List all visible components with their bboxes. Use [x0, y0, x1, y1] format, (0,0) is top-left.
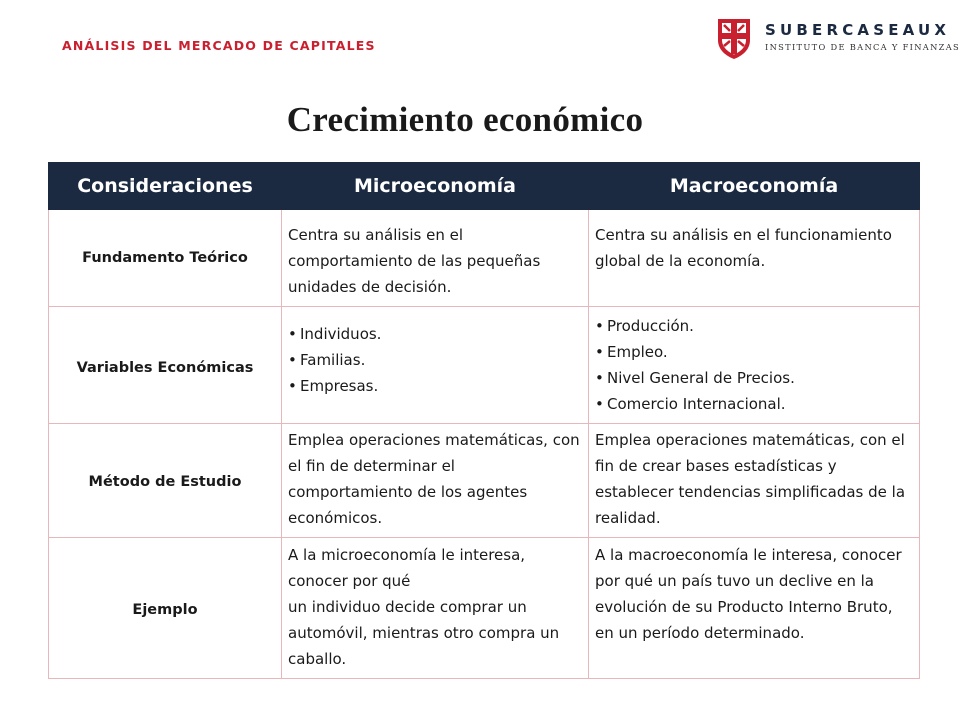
micro-cell [282, 307, 589, 424]
micro-example-line2: un individuo decide comprar un automóvil, mientras otro compra un caballo. [288, 598, 560, 668]
table-row [49, 307, 920, 424]
logo-subtitle: INSTITUTO DE BANCA Y FINANZAS [765, 42, 960, 52]
micro-example-line1: A la microeconomía le interesa, conocer por qué [288, 546, 526, 590]
macro-cell: Centra su análisis en el funcionamiento global de la economía. [589, 210, 920, 307]
macro-cell: Emplea operaciones matemáticas, con el fin de crear bases estadísticas y establecer tendencias simplificadas de la realidad. [589, 424, 920, 538]
row-label: Fundamento Teórico [49, 210, 282, 307]
row-label: Variables Económicas [49, 307, 282, 424]
shield-cross-icon [715, 16, 753, 60]
list-item: • Producción. [595, 313, 913, 339]
list-item: • Empleo. [595, 339, 913, 365]
header-consideraciones: Consideraciones [49, 163, 282, 210]
header-microeconomia: Microeconomía [282, 163, 589, 210]
table-row [49, 210, 920, 307]
table-row [49, 424, 920, 538]
table-header-row [49, 163, 920, 210]
row-label: Método de Estudio [49, 424, 282, 538]
page-title: Crecimiento económico [286, 100, 644, 139]
header-macroeconomia: Macroeconomía [589, 163, 920, 210]
micro-variables-list [288, 321, 582, 399]
logo-brand: SUBERCASEAUX [765, 21, 951, 39]
subercaseaux-logo [715, 16, 960, 62]
row-label: Ejemplo [49, 538, 282, 679]
macro-cell [589, 307, 920, 424]
section-label: ANÁLISIS DEL MERCADO DE CAPITALES [62, 38, 376, 53]
macro-cell: A la macroeconomía le interesa, conocer por qué un país tuvo un declive en la evolución de su Producto Interno Bruto, en un período determinado. [589, 538, 920, 679]
comparison-table [48, 162, 920, 679]
table-row [49, 538, 920, 679]
micro-cell: Emplea operaciones matemáticas, con el fin de determinar el comportamiento de los agentes económicos. [282, 424, 589, 538]
micro-cell [282, 538, 589, 679]
list-item: • Familias. [288, 347, 582, 373]
list-item: • Individuos. [288, 321, 582, 347]
list-item: • Comercio Internacional. [595, 391, 913, 417]
macro-variables-list [595, 313, 913, 417]
list-item: • Nivel General de Precios. [595, 365, 913, 391]
micro-cell: Centra su análisis en el comportamiento de las pequeñas unidades de decisión. [282, 210, 589, 307]
list-item: • Empresas. [288, 373, 582, 399]
